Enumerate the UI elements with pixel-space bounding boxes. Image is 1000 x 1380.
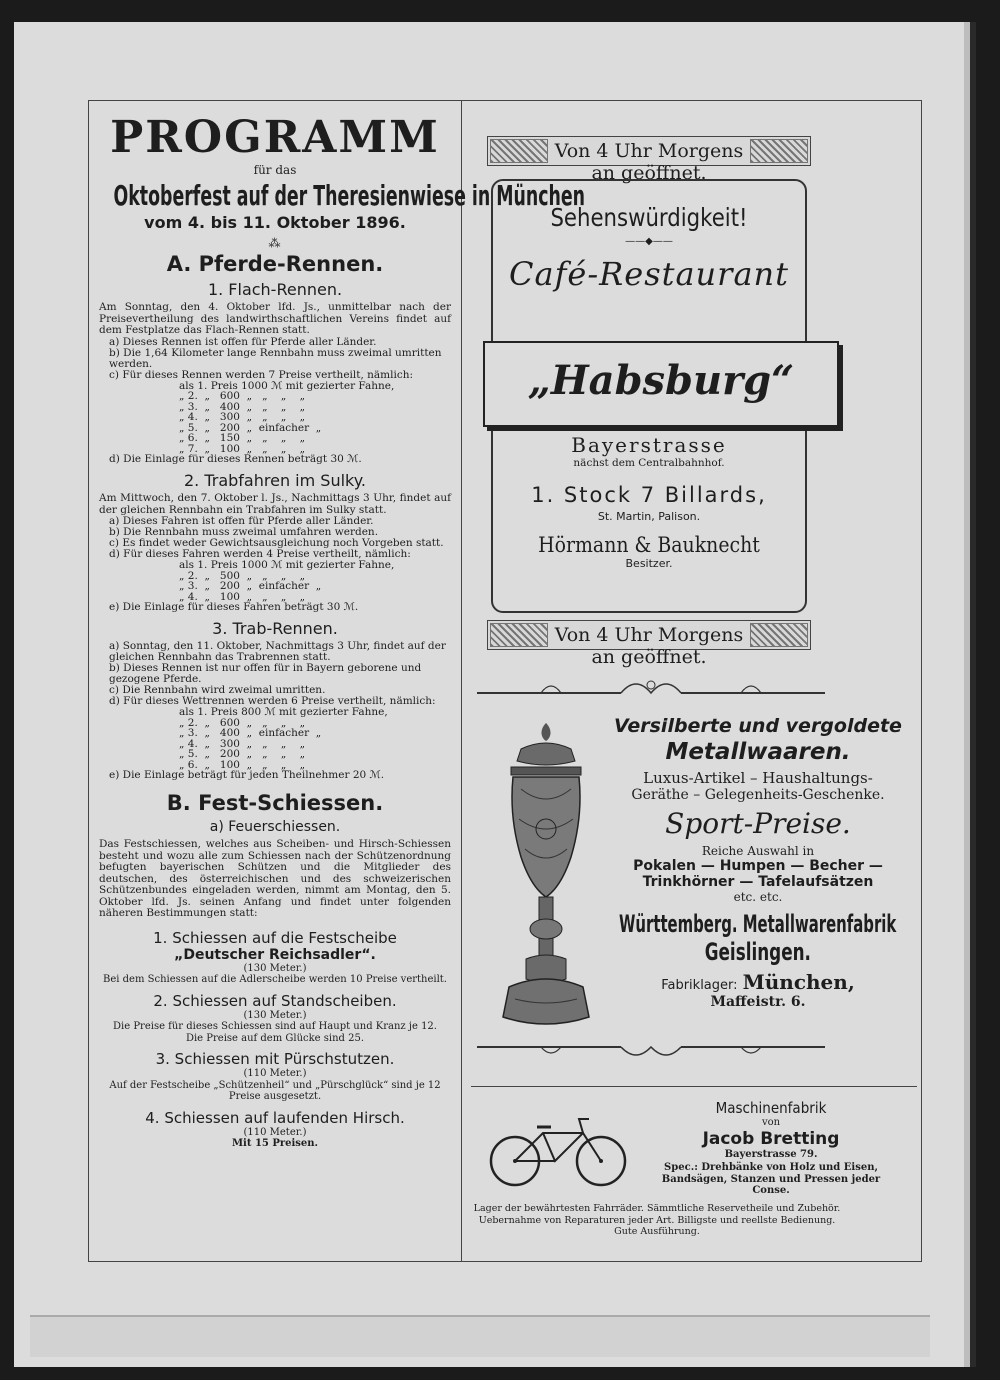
billards-line: 1. Stock 7 Billards, [531,483,767,507]
banner-pattern-right [750,139,808,163]
prize-row: als 1. Preis 1000 ℳ mit gezierter Fahne, [179,379,395,392]
b2-heading: 2. Schiessen auf Standscheiben. [153,991,397,1010]
banner-pattern-left [490,139,548,163]
condition-item: a) Dieses Rennen ist offen für Pferde aller Länder. [109,335,377,348]
bretting-name: Jacob Bretting [702,1128,840,1149]
b1-distance: (130 Meter.) [243,962,307,974]
cafe-restaurant: Café-Restaurant [509,255,789,293]
ad-metallwaaren [471,671,917,1071]
b-subheading: a) Feuerschiessen. [209,819,341,835]
fuer-das: für das [253,163,297,177]
prize-row: „ 2. „ 500 „ „ „ „ [179,569,306,582]
divider-ornament: ⁂ [268,236,282,250]
a2-conditions [89,516,461,560]
prize-row: als 1. Preis 1000 ℳ mit gezierter Fahne, [179,559,395,571]
sight-heading: Sehenswürdigkeit! [550,203,748,232]
metal-line-8: Trinkhörner — Tafelaufsätzen [642,874,874,890]
advertisement-column [471,101,917,1261]
bretting-address: Bayerstrasse 79. [724,1148,818,1160]
b4-distance: (110 Meter.) [243,1126,307,1138]
a1-heading: 1. Flach-Rennen. [207,280,343,299]
bretting-line-10: Gute Ausführung. [614,1226,700,1237]
prize-row: „ 2. „ 600 „ „ „ „ [179,716,306,729]
metal-line-6: Reiche Auswahl in [701,844,815,858]
metal-line-1: Versilberte und vergoldete [614,715,902,737]
opening-text-top: Von 4 Uhr Morgens an geöffnet. [554,140,744,184]
bretting-line-6: Bandsägen, Stanzen und Pressen jeder [661,1173,881,1185]
b2-distance: (130 Meter.) [243,1009,307,1021]
banner-pattern-left-2 [490,623,548,647]
prize-row: „ 4. „ 300 „ „ „ „ [179,411,306,423]
a3-heading: 3. Trab-Rennen. [212,619,338,638]
owners-name: Hörmann & Bauknecht [538,533,760,557]
a3-prize-list [89,707,461,770]
a2-intro: Am Mittwoch, den 7. Oktober l. Js., Nachmittags 3 Uhr, findet auf der gleichen Rennbahn ein Trabfahren im Sulky statt. [99,492,451,516]
b2-text-2: Die Preise auf dem Glücke sind 25. [185,1032,365,1044]
a1-intro: Am Sonntag, den 4. Oktober lfd. Js., unmittelbar nach der Preisevertheilung des landwirthschaftlichen Vereins findet auf dem Festplatze das Flach-Rennen statt. [99,301,451,336]
near-station: nächst dem Centralbahnhof. [573,457,725,469]
ad-bretting [471,1086,917,1262]
ornament-border-top [471,671,831,701]
habsburg-box [483,341,839,427]
metal-line-10: Württemberg. Metallwarenfabrik [619,910,897,938]
metal-line-11: Geislingen. [704,938,812,966]
b3-text: Auf der Festscheibe „Schützenheil“ und „Pürschglück“ sind je 12 Preise ausgesetzt. [109,1079,441,1102]
b4-text: Mit 15 Preisen. [231,1138,319,1149]
prize-row: „ 5. „ 200 „ „ „ „ [179,748,306,760]
condition-item: c) Für dieses Rennen werden 7 Preise vertheilt, nämlich: [109,368,414,381]
metal-line-2: Metallwaaren. [665,739,851,765]
street-name: Bayerstrasse [571,433,727,457]
paper-underlay [30,1315,930,1357]
metal-line-4: Geräthe – Gelegenheits-Geschenke. [631,787,885,803]
goblet-illustration [491,719,601,1034]
a2-heading: 2. Trabfahren im Sulky. [183,471,366,490]
bretting-line-5: Spec.: Drehbänke von Holz und Eisen, [664,1162,878,1173]
b3-heading: 3. Schiessen mit Pürschstutzen. [155,1050,395,1068]
section-a-heading: A. Pferde-Rennen. [166,252,384,276]
small-divider: ——◆—— [625,236,673,247]
festival-subtitle: Oktoberfest auf der Theresienwiese in München [113,179,586,212]
billard-brands: St. Martin, Palison. [597,510,701,523]
b-intro: Das Festschiessen, welches aus Scheiben- und Hirsch-Schiessen besteht und wozu alle zum Schiessen nach der Schützenordnung befugten bayerischen Schützen und die Mitglieder des deutschen, des österreichischen und des schweizerischen Schützenbundes eingeladen werden, nimmt am Montag, den 5. Oktober lfd. Js. seinen Anfang und findet unter folgenden näheren Bestimmungen statt: [99,838,451,919]
ornament-border-bottom [471,1041,831,1067]
metal-line-9: etc. etc. [733,890,783,904]
a1-prize-list [89,381,461,455]
program-title: PROGRAMM [110,112,440,163]
bretting-line-8: Lager der bewährtesten Fahrräder. Sämmtliche Reservetheile und Zubehör. [473,1203,841,1214]
bretting-line-1: Maschinenfabrik [715,1099,827,1117]
condition-item: d) Für dieses Fahren werden 4 Preise vertheilt, nämlich: [109,548,411,560]
metal-line-7: Pokalen — Humpen — Becher — [633,858,883,874]
condition-item: a) Dieses Fahren ist offen für Pferde aller Länder. [109,515,374,527]
a2-fee: e) Die Einlage für dieses Fahren beträgt 30 ℳ. [109,601,359,613]
condition-item: c) Es findet weder Gewichtsausgleichung noch Vorgeben statt. [109,537,444,549]
ad-cafe-habsburg [471,136,917,686]
b2-text-1: Die Preise für dieses Schiessen sind auf Haupt und Kranz je 12. [113,1021,437,1032]
prize-row: „ 5. „ 200 „ einfacher „ [179,421,322,434]
metal-line-13: Maffeistr. 6. [710,994,806,1010]
prize-row: „ 4. „ 300 „ „ „ „ [179,737,306,750]
metal-line-3: Luxus-Artikel – Haushaltungs- [643,769,873,787]
condition-item: b) Dieses Rennen ist nur offen für in Bayern geborene und gezogene Pferde. [109,662,422,685]
fabriklager-label: Fabriklager: [661,978,738,993]
prize-row: „ 6. „ 150 „ „ „ „ [179,432,306,444]
section-b-heading: B. Fest-Schiessen. [166,791,384,815]
b1-heading: 1. Schiessen auf die Festscheibe [153,928,397,947]
owners-role: Besitzer. [625,557,673,570]
bretting-line-2: von [761,1117,781,1128]
condition-item: a) Sonntag, den 11. Oktober, Nachmittags 3 Uhr, findet auf der gleichen Rennbahn das Trabrennen statt. [109,640,446,663]
prize-row: „ 3. „ 200 „ einfacher „ [179,580,322,592]
ad-frame [491,179,807,613]
program-column [89,101,586,1261]
printed-page [88,100,922,1262]
b1-text: Bei dem Schiessen auf die Adlerscheibe werden 10 Preise vertheilt. [103,974,447,985]
a1-fee: d) Die Einlage für dieses Rennen beträgt 30 ℳ. [109,453,362,465]
opening-banner-top [487,136,811,184]
a3-conditions [89,641,461,707]
prize-row: „ 3. „ 400 „ „ „ „ [179,400,306,413]
b1-target-name: „Deutscher Reichsadler“. [174,946,376,963]
opening-text-bottom: Von 4 Uhr Morgens an geöffnet. [554,624,744,668]
bretting-line-9: Uebernahme von Reparaturen jeder Art. Billigste und reellste Bedienung. [478,1214,836,1226]
bicycle-illustration [483,1109,633,1189]
fabriklager-city: München, [742,970,855,994]
prize-row: „ 3. „ 400 „ einfacher „ [179,727,322,739]
habsburg-name: „Habsburg“ [527,357,795,404]
prize-row: „ 2. „ 600 „ „ „ „ [179,390,306,402]
prize-row: „ 6. „ 100 „ „ „ „ [179,758,306,771]
a2-prize-list [89,560,461,602]
condition-item: b) Die Rennbahn muss zweimal umfahren werden. [109,526,379,538]
prize-row: als 1. Preis 800 ℳ mit gezierter Fahne, [179,706,388,718]
b4-heading: 4. Schiessen auf laufenden Hirsch. [145,1108,405,1127]
prize-row: „ 4. „ 100 „ „ „ „ [179,590,306,603]
condition-item: c) Die Rennbahn wird zweimal umritten. [109,684,326,696]
b3-distance: (110 Meter.) [243,1068,307,1079]
prize-row: „ 7. „ 100 „ „ „ „ [179,442,306,455]
bretting-line-7: Conse. [752,1185,790,1196]
festival-dates: vom 4. bis 11. Oktober 1896. [144,213,406,232]
sport-preise: Sport-Preise. [665,807,851,840]
opening-banner-bottom [487,620,811,668]
condition-item: d) Für dieses Wettrennen werden 6 Preise vertheilt, nämlich: [109,695,436,707]
banner-pattern-right-2 [750,623,808,647]
a3-fee: e) Die Einlage beträgt für jeden Theilnehmer 20 ℳ. [109,769,385,781]
condition-item: b) Die 1,64 Kilometer lange Rennbahn muss zweimal umritten werden. [109,346,442,370]
a1-conditions [89,337,461,381]
